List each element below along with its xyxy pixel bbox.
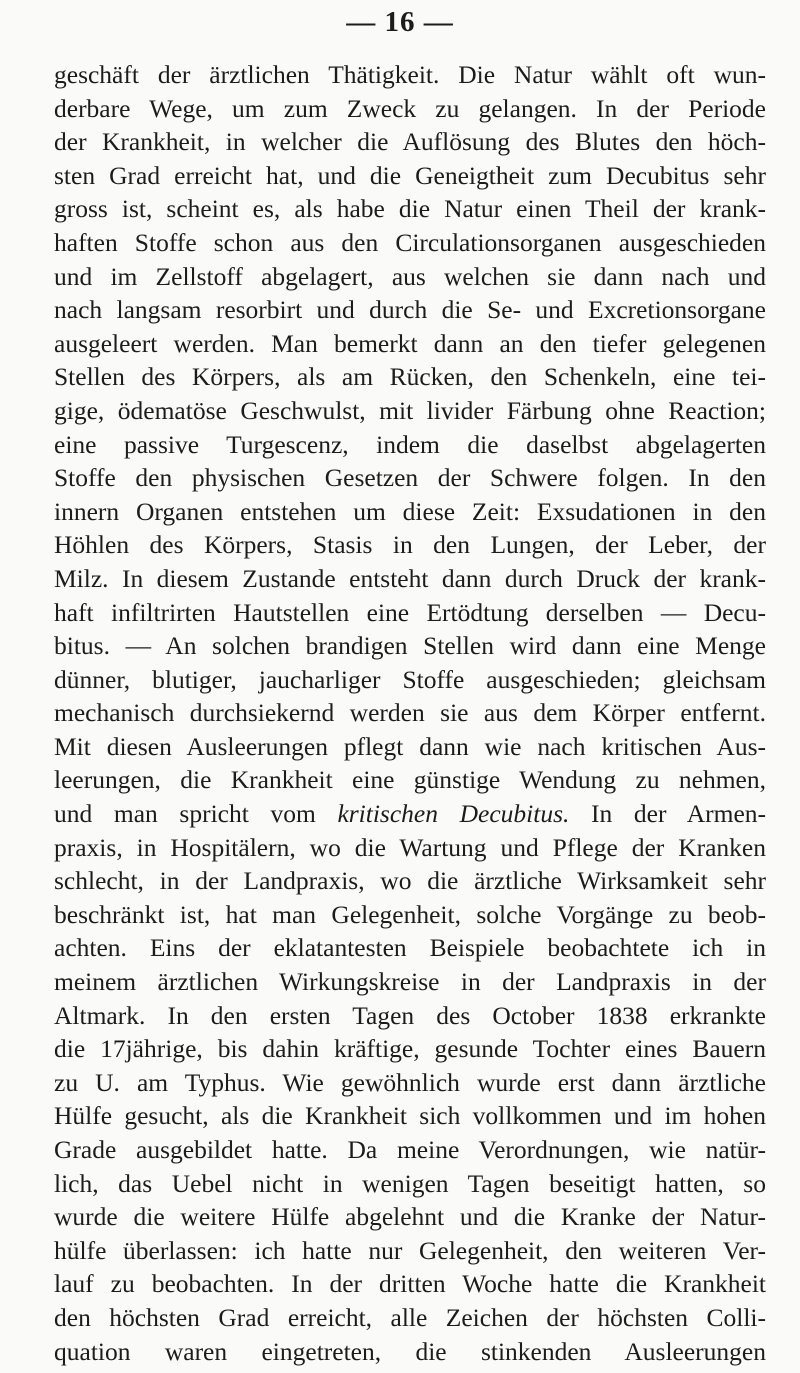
text-line: derbare Wege, um zum Zweck zu gelangen. In der Periode bbox=[54, 93, 766, 123]
text-line: lich, das Uebel nicht in wenigen Tagen beseitigt hatten, so bbox=[54, 1168, 766, 1198]
text-line: Hülfe gesucht, als die Krankheit sich vollkommen und im hohen bbox=[54, 1101, 766, 1131]
text-line: Milz. In diesem Zustande entsteht dann durch Druck der krank- bbox=[54, 563, 766, 593]
text-line: den höchsten Grad erreicht, alle Zeichen der höchsten Colli- bbox=[54, 1302, 766, 1332]
text-line: Stoffe den physischen Gesetzen der Schwere folgen. In den bbox=[54, 463, 766, 493]
text-line: Altmark. In den ersten Tagen des October 1838 erkrankte bbox=[54, 1000, 766, 1030]
text-line: Höhlen des Körpers, Stasis in den Lungen, der Leber, der bbox=[54, 530, 766, 560]
text-line: gige, ödematöse Geschwulst, mit livider Färbung ohne Reaction; bbox=[54, 395, 766, 425]
text-line: beschränkt ist, hat man Gelegenheit, solche Vorgänge zu beob- bbox=[54, 899, 766, 929]
text-line: sten Grad erreicht hat, und die Geneigtheit zum Decubitus sehr bbox=[54, 160, 766, 190]
text-line: haft infiltrirten Hautstellen eine Ertödtung derselben — Decu- bbox=[54, 597, 766, 627]
text-line: ausgeleert werden. Man bemerkt dann an den tiefer gelegenen bbox=[54, 328, 766, 358]
text-line bbox=[54, 797, 766, 831]
text-line: die 17jährige, bis dahin kräftige, gesunde Tochter eines Bauern bbox=[54, 1034, 766, 1064]
text-line: Stellen des Körpers, als am Rücken, den Schenkeln, eine tei- bbox=[54, 362, 766, 392]
text-line: bitus. — An solchen brandigen Stellen wird dann eine Menge bbox=[54, 631, 766, 661]
text-line: Grade ausgebildet hatte. Da meine Verordnungen, wie natür- bbox=[54, 1135, 766, 1164]
text-line: hülfe überlassen: ich hatte nur Gelegenheit, den weiteren Ver- bbox=[54, 1235, 766, 1265]
text-line: meinem ärztlichen Wirkungskreise in der Landpraxis in der bbox=[54, 967, 766, 997]
text-line: zu U. am Typhus. Wie gewöhnlich wurde erst dann ärztliche bbox=[54, 1067, 766, 1097]
text-line: praxis, in Hospitälern, wo die Wartung und Pflege der Kranken bbox=[54, 832, 766, 862]
text-line: wurde die weitere Hülfe abgelehnt und die Kranke der Natur- bbox=[54, 1202, 766, 1232]
text-line: nach langsam resorbirt und durch die Se- und Excretionsorgane bbox=[54, 295, 766, 325]
text-line: dünner, blutiger, jaucharliger Stoffe ausgeschieden; gleichsam bbox=[54, 664, 766, 694]
text-line: innern Organen entstehen um diese Zeit: Exsudationen in den bbox=[54, 496, 766, 526]
text-line: der Krankheit, in welcher die Auflösung des Blutes den höch- bbox=[54, 127, 766, 157]
line-text-after: In der Armen- bbox=[569, 799, 766, 829]
text-line: lauf zu beobachten. In der dritten Woche hatte die Krankheit bbox=[54, 1269, 766, 1299]
page-number: — 16 — bbox=[346, 6, 454, 38]
text-line: leerungen, die Krankheit eine günstige Wendung zu nehmen, bbox=[54, 765, 766, 795]
text-line: geschäft der ärztlichen Thätigkeit. Die Natur wählt oft wun- bbox=[54, 60, 766, 89]
line-text-before: und man spricht vom bbox=[54, 799, 338, 829]
text-line: achten. Eins der eklatantesten Beispiele beobachtete ich in bbox=[54, 933, 766, 963]
text-line: mechanisch durchsiekernd werden sie aus dem Körper entfernt. bbox=[54, 698, 766, 728]
text-line: gross ist, scheint es, als habe die Natur einen Theil der krank- bbox=[54, 194, 766, 224]
text-line: eine passive Turgescenz, indem die daselbst abgelagerten bbox=[54, 429, 766, 459]
text-line: haften Stoffe schon aus den Circulationsorganen ausgeschieden bbox=[54, 227, 766, 257]
text-line: schlecht, in der Landpraxis, wo die ärztliche Wirksamkeit sehr bbox=[54, 866, 766, 896]
body-text bbox=[54, 58, 766, 1368]
text-line: und im Zellstoff abgelagert, aus welchen sie dann nach und bbox=[54, 261, 766, 291]
text-line: Mit diesen Ausleerungen pflegt dann wie nach kritischen Aus- bbox=[54, 731, 766, 761]
text-line: quation waren eingetreten, die stinkenden Ausleerungen bbox=[54, 1336, 766, 1366]
emphasized-term: kritischen Decubitus. bbox=[337, 799, 570, 829]
